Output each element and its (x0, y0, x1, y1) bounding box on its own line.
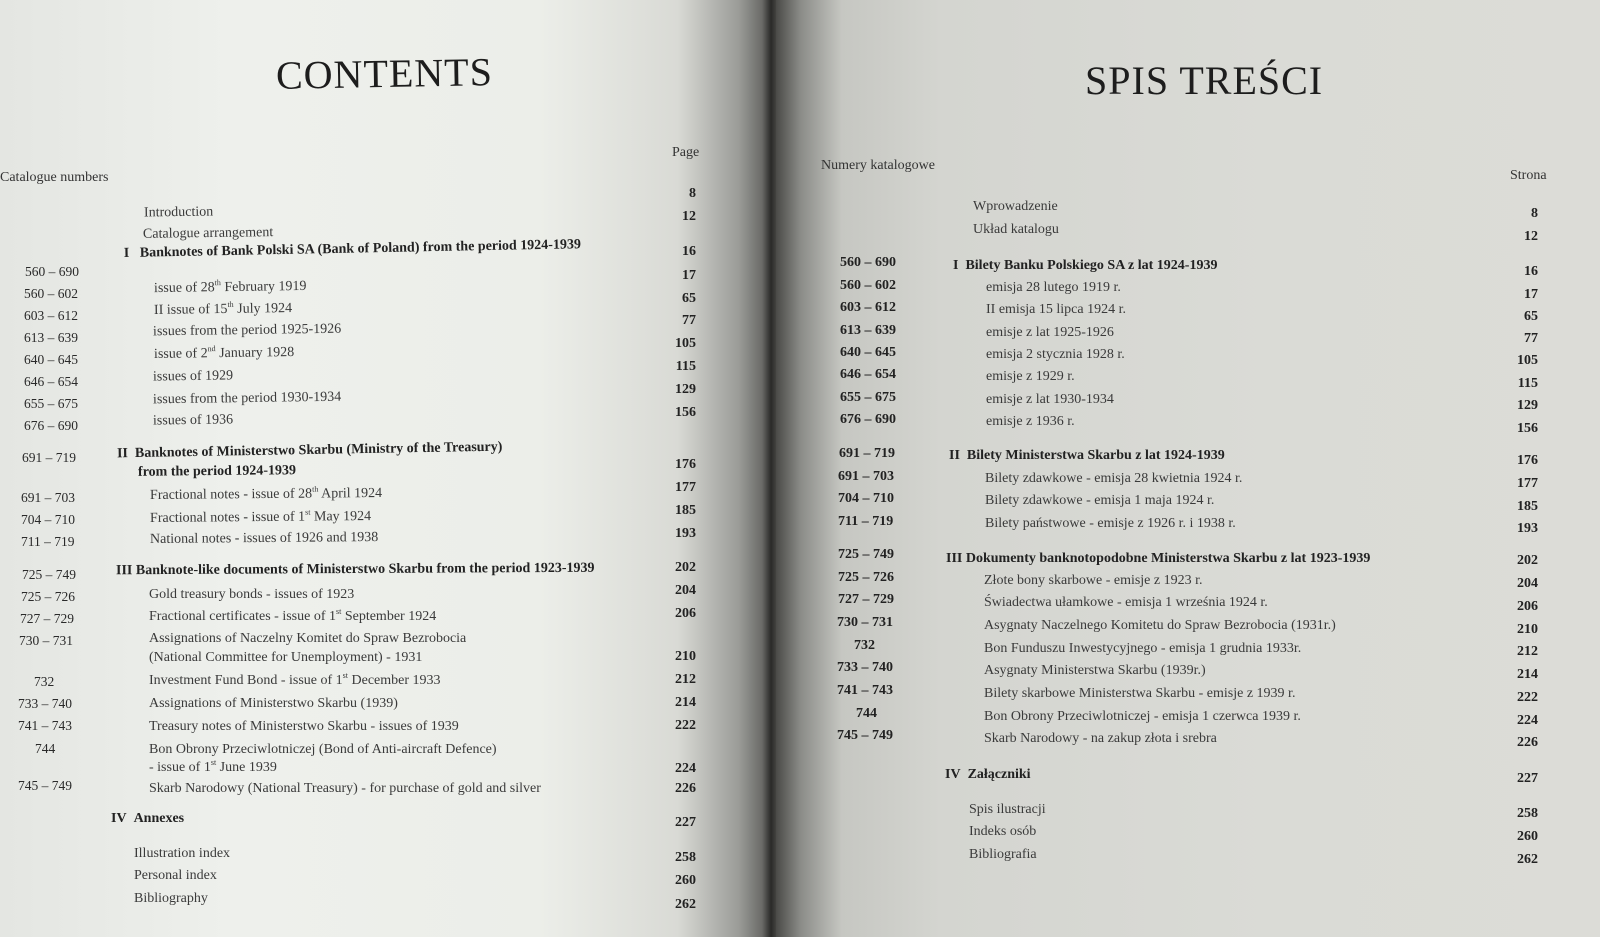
ordinal-suffix: st (305, 507, 311, 517)
toc-entry: Bilety zdawkowe - emisja 1 maja 1924 r. (985, 493, 1215, 508)
col-header-page: Page (672, 145, 700, 160)
page-title-contents: CONTENTS (275, 49, 494, 98)
toc-entry: Układ katalogu (973, 222, 1059, 237)
page-number: 262 (1517, 852, 1538, 867)
page-number: 227 (675, 815, 696, 830)
page-number: 77 (1524, 331, 1538, 346)
col-header-catalogue-numbers: Catalogue numbers (0, 170, 109, 185)
page-number: 210 (1517, 622, 1538, 637)
page-number: 105 (1517, 353, 1538, 368)
section-roman: I (953, 258, 959, 273)
entry-text: Fractional notes - issue of 1 (149, 509, 306, 526)
catalogue-range: 603 – 612 (24, 308, 78, 323)
left-page (0, 0, 770, 937)
catalogue-range: 741 – 743 (18, 718, 72, 733)
entry-text: issue of 28 (153, 280, 215, 297)
entry-text: Fractional certificates - issue of 1 (149, 609, 336, 624)
toc-intro: Introduction (143, 204, 214, 221)
section-roman: II (116, 446, 129, 462)
section-title-cont: from the period 1924-1939 (137, 463, 297, 480)
toc-entry: emisje z lat 1930-1934 (986, 392, 1114, 407)
page-number: 204 (675, 583, 696, 598)
catalogue-range: 655 – 675 (840, 390, 896, 405)
page-number: 129 (675, 382, 696, 397)
toc-entry: Personal index (134, 868, 217, 883)
toc-entry: emisja 28 lutego 1919 r. (986, 280, 1121, 295)
ordinal-suffix: st (210, 758, 217, 767)
catalogue-range: 560 – 690 (840, 255, 896, 270)
toc-entry (150, 509, 371, 527)
entry-text: January 1928 (215, 345, 295, 362)
catalogue-range: 676 – 690 (840, 412, 896, 427)
toc-entry: issues of 1936 (152, 412, 234, 429)
toc-entry: Bilety zdawkowe - emisja 28 kwietnia 1924 r. (985, 471, 1243, 486)
catalogue-range: 646 – 654 (840, 367, 896, 382)
catalogue-range: 733 – 740 (18, 696, 72, 711)
catalogue-range: 691 – 703 (838, 469, 894, 484)
catalogue-range: 655 – 675 (24, 396, 78, 411)
page-number: 65 (682, 291, 696, 306)
toc-entry: National notes - issues of 1926 and 1938 (149, 530, 379, 547)
page-title-spis-tresci: SPIS TREŚCI (1085, 58, 1324, 103)
page-number: 224 (675, 761, 696, 776)
page-number: 202 (675, 560, 696, 575)
toc-entry: Indeks osób (969, 824, 1037, 839)
toc-entry: issues from the period 1930-1934 (152, 389, 342, 408)
toc-entry: Gold treasury bonds - issues of 1923 (149, 587, 355, 602)
catalogue-range: 691 – 719 (839, 446, 895, 461)
catalogue-range: 560 – 690 (25, 264, 79, 279)
page-number: 115 (675, 359, 696, 374)
toc-entry: Assignations of Naczelny Komitet do Spraw Bezrobocia (149, 631, 467, 646)
toc-entry: Wprowadzenie (973, 199, 1058, 214)
entry-text: May 1924 (310, 509, 372, 525)
toc-entry-cont: (National Committee for Unemployment) - 1931 (149, 650, 423, 665)
page-number: 212 (1517, 644, 1538, 659)
toc-entry: emisje z 1936 r. (986, 414, 1075, 429)
section-roman: IV (111, 811, 127, 826)
toc-entry: Bon Obrony Przeciwlotniczej - emisja 1 czerwca 1939 r. (984, 709, 1301, 724)
entry-text: Investment Fund Bond - issue of 1 (149, 673, 343, 688)
page-number: 226 (1517, 735, 1538, 750)
toc-entry: II emisja 15 lipca 1924 r. (986, 302, 1126, 317)
catalogue-range: 613 – 639 (24, 330, 78, 345)
toc-entry: Bibliography (134, 891, 208, 906)
catalogue-range: 745 – 749 (18, 778, 72, 793)
page-number: 222 (675, 718, 696, 733)
section-title: Banknotes of Ministerstwo Skarbu (Ministry of the Treasury) (134, 439, 503, 462)
toc-entry: emisja 2 stycznia 1928 r. (986, 347, 1125, 362)
page-number: 214 (1517, 667, 1538, 682)
entry-text: - issue of 1 (149, 760, 211, 775)
catalogue-range: 744 (35, 741, 56, 756)
section-heading (111, 811, 184, 827)
toc-entry: Spis ilustracji (969, 802, 1046, 817)
toc-entry: emisje z lat 1925-1926 (986, 325, 1114, 340)
page-number: 212 (675, 672, 696, 687)
toc-entry (149, 673, 441, 689)
toc-entry: emisje z 1929 r. (986, 369, 1075, 384)
toc-entry (154, 345, 294, 363)
page-number: 193 (1517, 521, 1538, 536)
catalogue-range: 711 – 719 (838, 514, 894, 529)
page-number: 224 (1517, 713, 1538, 728)
page-number: 115 (1517, 376, 1538, 391)
entry-text: July 1924 (233, 301, 293, 317)
catalogue-range: 744 (856, 706, 877, 721)
toc-entry: Bon Obrony Przeciwlotniczej (Bond of Anti-aircraft Defence) (149, 742, 497, 757)
page-number: 17 (682, 268, 696, 283)
page-number: 204 (1517, 576, 1538, 591)
ordinal-suffix: nd (207, 344, 216, 354)
catalogue-range: 646 – 654 (24, 374, 78, 389)
catalogue-range: 727 – 729 (838, 592, 894, 607)
catalogue-range: 704 – 710 (838, 491, 894, 506)
ordinal-suffix: th (214, 278, 221, 288)
page-number: 262 (675, 897, 696, 912)
catalogue-range: 725 – 726 (838, 570, 894, 585)
entry-text: II issue of 15 (153, 301, 228, 318)
page-number: 65 (1524, 309, 1538, 324)
catalogue-range: 640 – 645 (840, 345, 896, 360)
entry-text: June 1939 (216, 760, 277, 775)
page-number: 193 (675, 526, 696, 541)
entry-text: April 1924 (318, 485, 383, 502)
toc-entry: Świadectwa ułamkowe - emisja 1 września 1924 r. (984, 595, 1268, 610)
page-number: 206 (1517, 599, 1538, 614)
toc-entry (154, 279, 307, 297)
page-number: 226 (675, 781, 696, 796)
section-heading (946, 551, 1370, 567)
page-number: 258 (1517, 806, 1538, 821)
page-number: 214 (675, 695, 696, 710)
page-number: 12 (1524, 229, 1538, 244)
toc-entry: Bon Funduszu Inwestycyjnego - emisja 1 grudnia 1933r. (984, 641, 1302, 656)
page-number: 177 (1517, 476, 1538, 491)
toc-entry: Bilety państwowe - emisje z 1926 r. i 1938 r. (985, 516, 1236, 531)
page-number: 8 (689, 186, 696, 201)
section-heading (945, 767, 1031, 783)
catalogue-range: 732 (34, 674, 55, 689)
toc-entry (149, 609, 436, 625)
section-title: Annexes (133, 811, 185, 826)
section-heading (117, 440, 503, 463)
section-roman: III (115, 563, 133, 579)
page-number: 260 (675, 873, 696, 888)
page-number: 105 (675, 336, 696, 351)
section-roman: III (946, 551, 963, 566)
toc-entry (150, 486, 382, 504)
page-number: 210 (675, 649, 696, 664)
ordinal-suffix: th (227, 299, 234, 309)
catalogue-range: 725 – 749 (838, 547, 894, 562)
catalogue-range: 676 – 690 (24, 418, 78, 433)
toc-entry: Asygnaty Ministerstwa Skarbu (1939r.) (984, 663, 1206, 678)
catalogue-range: 691 – 703 (21, 490, 75, 505)
section-title: Banknotes of Bank Polski SA (Bank of Poland) from the period 1924-1939 (139, 237, 582, 261)
section-title: Banknote-like documents of Ministerstwo Skarbu from the period 1923-1939 (135, 560, 595, 579)
catalogue-range: 560 – 602 (840, 278, 896, 293)
ordinal-suffix: st (342, 671, 348, 680)
page-number: 222 (1517, 690, 1538, 705)
entry-text: issue of 2 (153, 346, 208, 362)
catalogue-range: 725 – 726 (21, 589, 75, 604)
catalogue-range: 603 – 612 (840, 300, 896, 315)
catalogue-range: 733 – 740 (837, 660, 893, 675)
page-number: 156 (1517, 421, 1538, 436)
section-title: Bilety Banku Polskiego SA z lat 1924-1939 (965, 258, 1218, 273)
page-number: 176 (1517, 453, 1538, 468)
toc-entry-cont (149, 760, 277, 776)
section-roman: II (949, 448, 960, 463)
catalogue-range: 741 – 743 (837, 683, 893, 698)
page-number: 156 (675, 405, 696, 420)
toc-entry: issues from the period 1925-1926 (152, 321, 342, 340)
page-number: 8 (1531, 206, 1538, 221)
catalogue-range: 560 – 602 (24, 286, 78, 301)
toc-entry: Skarb Narodowy (National Treasury) - for purchase of gold and silver (149, 781, 541, 796)
catalogue-range: 730 – 731 (19, 633, 73, 648)
page-number: 176 (675, 457, 696, 472)
catalogue-range: 732 (854, 638, 875, 653)
toc-catalogue-arrangement: Catalogue arrangement (142, 225, 274, 242)
section-heading (953, 258, 1217, 274)
toc-entry: Asygnaty Naczelnego Komitetu do Spraw Bezrobocia (1931r.) (984, 618, 1336, 633)
toc-entry: Illustration index (134, 846, 231, 861)
toc-entry (154, 301, 292, 319)
page-number: 202 (1517, 553, 1538, 568)
page-number: 17 (1524, 287, 1538, 302)
entry-text: Fractional notes - issue of 28 (149, 486, 313, 504)
section-heading (116, 561, 595, 580)
catalogue-range: 725 – 749 (22, 567, 76, 582)
toc-entry: Bilety skarbowe Ministerstwa Skarbu - emisje z 1939 r. (984, 686, 1296, 701)
page-number: 16 (682, 244, 696, 259)
catalogue-range: 704 – 710 (21, 512, 75, 527)
ordinal-suffix: st (335, 607, 342, 616)
section-roman: IV (945, 767, 961, 782)
catalogue-range: 727 – 729 (20, 611, 74, 626)
section-roman: I (123, 245, 130, 262)
section-title: Załączniki (967, 767, 1031, 782)
entry-text: February 1919 (220, 278, 307, 296)
page-number: 206 (675, 606, 696, 621)
toc-entry: Złote bony skarbowe - emisje z 1923 r. (984, 573, 1203, 588)
catalogue-range: 640 – 645 (24, 352, 78, 367)
page-number: 260 (1517, 829, 1538, 844)
toc-entry: Treasury notes of Ministerstwo Skarbu - issues of 1939 (149, 719, 459, 734)
section-heading (949, 448, 1225, 464)
toc-entry: Assignations of Ministerstwo Skarbu (1939) (149, 696, 398, 711)
toc-entry: issues of 1929 (152, 368, 234, 385)
catalogue-range: 745 – 749 (837, 728, 893, 743)
page-number: 77 (682, 313, 696, 328)
catalogue-range: 730 – 731 (837, 615, 893, 630)
page-number: 258 (675, 850, 696, 865)
toc-entry: Bibliografia (969, 847, 1037, 862)
col-header-strona: Strona (1510, 168, 1547, 183)
catalogue-range: 691 – 719 (22, 450, 76, 465)
page-number: 227 (1517, 771, 1538, 786)
catalogue-range: 711 – 719 (21, 534, 75, 549)
ordinal-suffix: th (312, 484, 319, 494)
page-number: 12 (682, 209, 696, 224)
toc-entry: Skarb Narodowy - na zakup złota i srebra (984, 731, 1217, 746)
page-number: 177 (675, 480, 696, 495)
col-header-numery: Numery katalogowe (821, 158, 935, 173)
entry-text: September 1924 (341, 609, 437, 624)
page-number: 16 (1524, 264, 1538, 279)
page-number: 185 (1517, 499, 1538, 514)
section-title: Bilety Ministerstwa Skarbu z lat 1924-1939 (966, 448, 1225, 463)
catalogue-range: 613 – 639 (840, 323, 896, 338)
entry-text: December 1933 (348, 673, 441, 688)
section-title: Dokumenty banknotopodobne Ministerstwa Skarbu z lat 1923-1939 (965, 551, 1371, 566)
page-number: 185 (675, 503, 696, 518)
page-number: 129 (1517, 398, 1538, 413)
right-page (776, 0, 1600, 937)
